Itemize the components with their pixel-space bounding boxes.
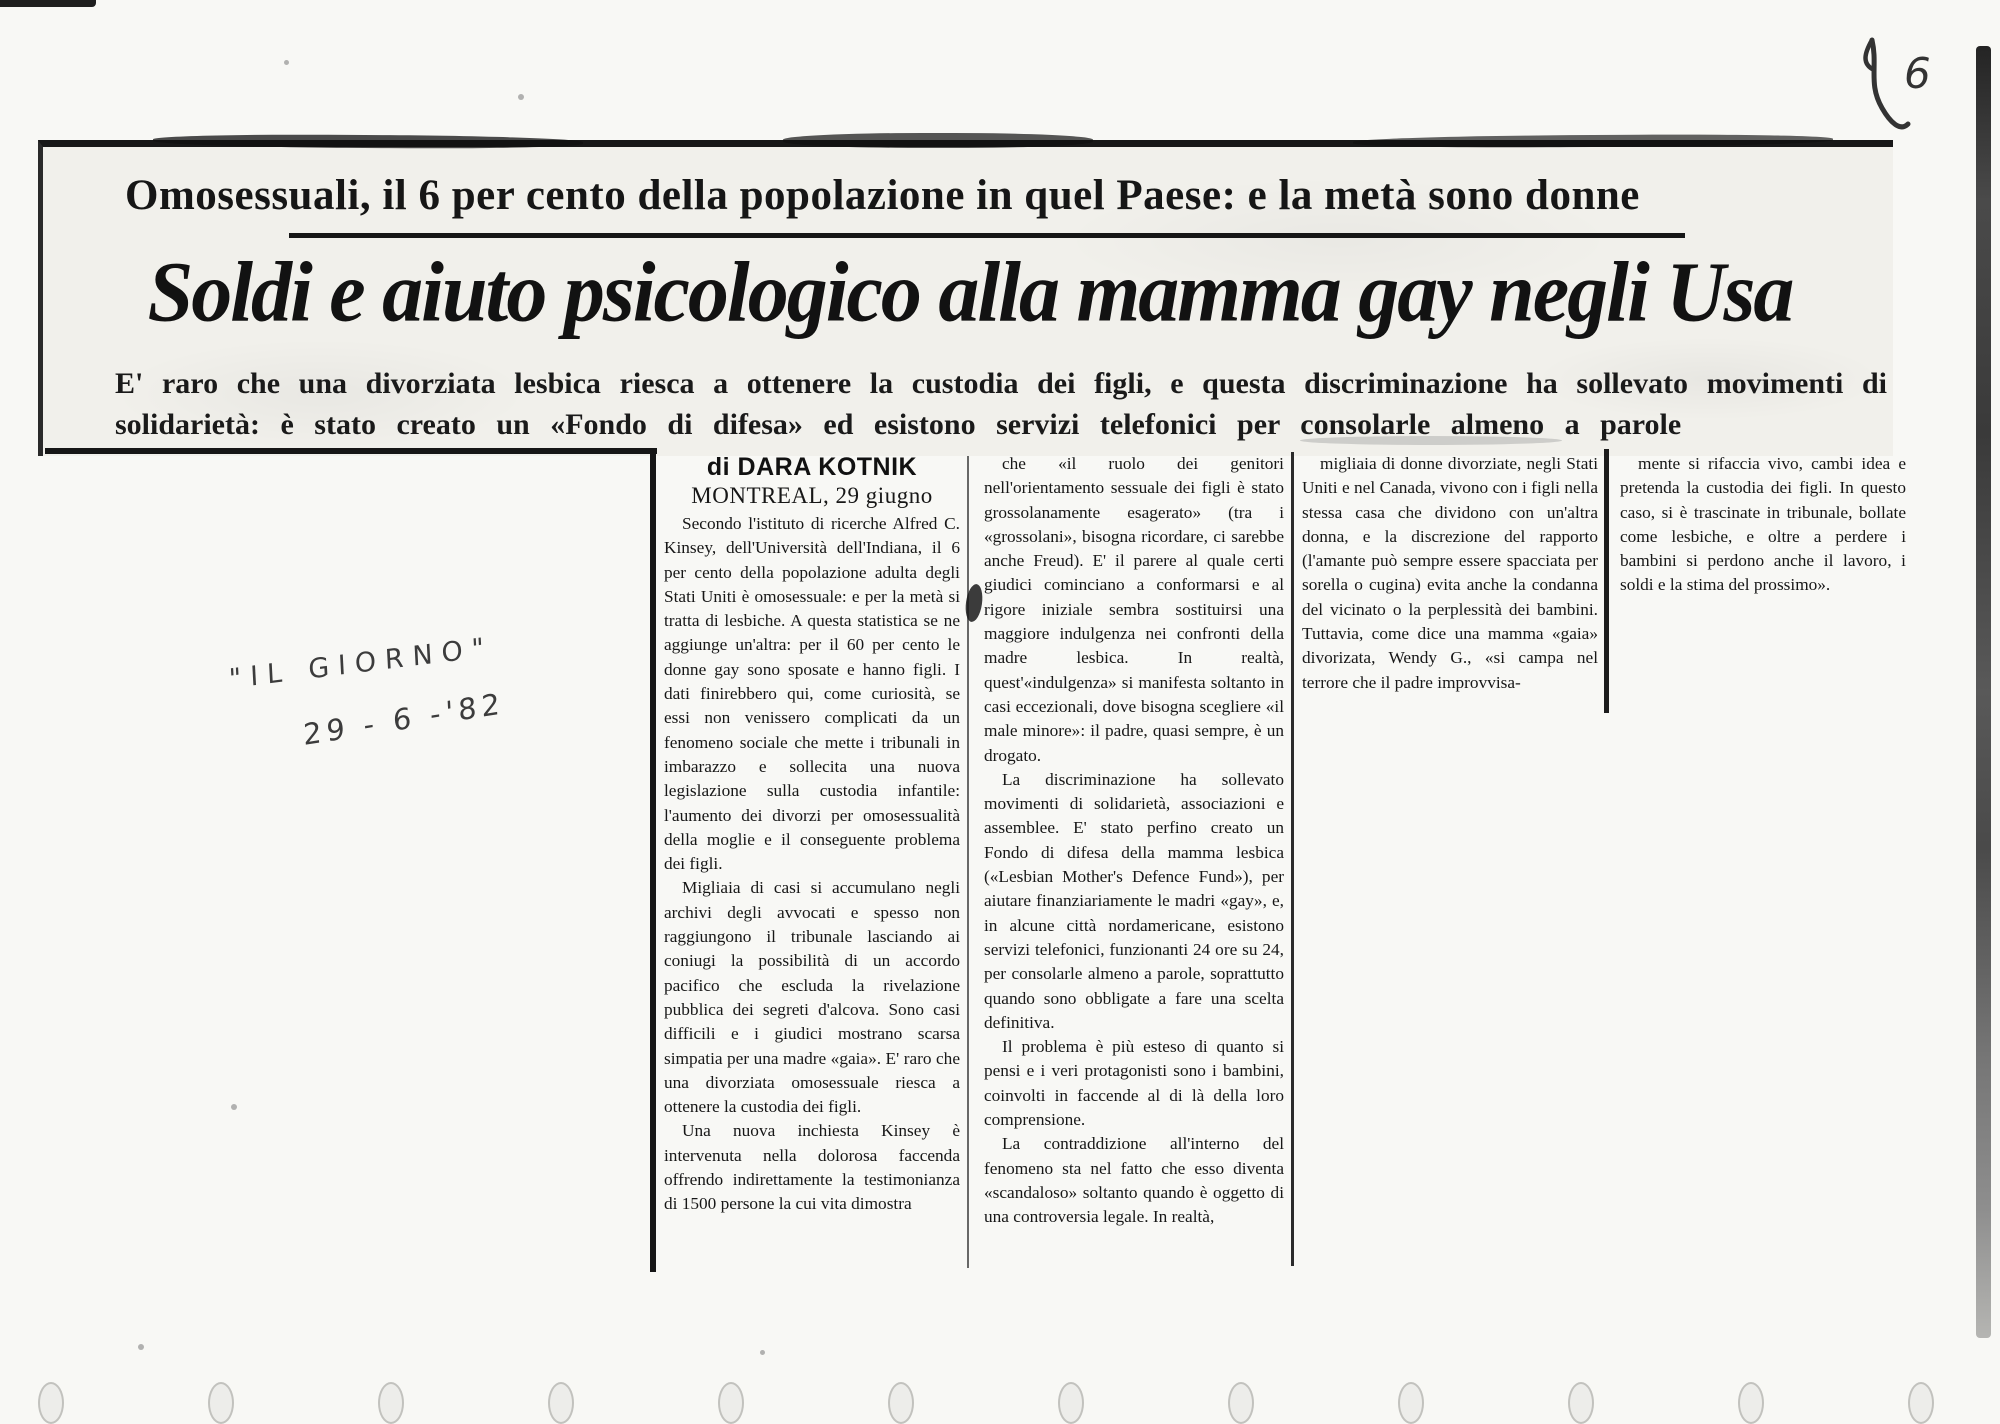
article-column-1 <box>664 452 960 1274</box>
article-column-3 <box>1302 452 1598 762</box>
binder-hole <box>1228 1382 1254 1424</box>
main-headline: Soldi e aiuto psicologico alla mamma gay negli Usa <box>147 243 1793 340</box>
handwritten-source-note: "IL GIORNO" <box>228 631 494 696</box>
kicker-underline <box>289 233 1685 238</box>
paragraph: Una nuova inchiesta Kinsey è intervenuta nella dolorosa faccenda offrendo indirettamente la testimonianza di 1500 persone la cui vita dimostra <box>664 1121 960 1214</box>
dateline: MONTREAL, 29 giugno <box>691 483 933 508</box>
scan-speck <box>138 1344 144 1350</box>
paragraph: che «il ruolo dei genitori nell'orientamento sessuale dei figli è stato grossolanamente esagerato» (tra i «grossolani», bisogna ricordare, ci sarebbe anche Freud). E' il parere al quale certi giudici cominciano a conformarsi e al rigore iniziale sembra sostituirsi una maggiore indulgenza nei confronti della madre lesbica. In realtà, quest'«indulgenza» si manifesta soltanto in casi eccezionali, dove bisogna scegliere «il male minore»: il padre, quasi sempre, è un drogato. <box>984 454 1284 765</box>
scan-speck <box>760 1350 765 1355</box>
binder-holes-row <box>38 1382 1934 1424</box>
torn-edge-smudge <box>1353 133 1833 148</box>
handwritten-date-note: 29 - 6 -'82 <box>302 685 506 753</box>
binder-hole <box>1398 1382 1424 1424</box>
paragraph: Migliaia di casi si accumulano negli archivi degli avvocati e spesso non raggiungono il tribunale lasciando ai coniugi la possibilità di un accordo pacifico che escluda la rivelazione pubblica dei segreti d'alcova. Sono casi difficili e i giudici mostrano scarsa simpatia per una madre «gaia». E' raro che una divorziata omosessuale riesca a ottenere la custodia dei figli. <box>664 878 960 1117</box>
binder-hole <box>1908 1382 1934 1424</box>
binder-hole <box>378 1382 404 1424</box>
paragraph: Il problema è più esteso di quanto si pensi e i veri protagonisti sono i bambini, coinvolti in faccende al di là della loro comprensione. <box>984 1037 1284 1130</box>
corner-mark-number: 6 <box>1904 49 1931 98</box>
binder-hole <box>208 1382 234 1424</box>
binder-hole <box>718 1382 744 1424</box>
torn-edge-smudge <box>783 133 1093 148</box>
scan-speck <box>518 94 524 100</box>
binder-hole <box>548 1382 574 1424</box>
article-column-4 <box>1620 452 1906 667</box>
paragraph: mente si rifaccia vivo, cambi idea e pretenda la custodia dei figli. In questo caso, si è trascinate in tribunale, bollate come lesbiche, e oltre a perdere i bambini si perdono anche il lavoro, i soldi e la stima del prossimo». <box>1620 454 1906 595</box>
paragraph: La contraddizione all'interno del fenomeno sta nel fatto che esso diventa «scandaloso» soltanto quando è oggetto di una controversia legale. In realtà, <box>984 1134 1284 1227</box>
binder-hole <box>38 1382 64 1424</box>
paragraph: migliaia di donne divorziate, negli Stati Uniti e nel Canada, vivono con i figli nella stessa casa che dividono con un'altra donna, e la discrezione del rapporto (l'amante può sempre essere spacciata per sorella o cugina) evita anche la condanna del vicinato o la perplessità dei bambini. Tuttavia, come dice una mamma «gaia» divorizata, Wendy G., «si campa nel terrore che il padre improvvisa- <box>1302 454 1598 692</box>
torn-edge-smudge <box>153 133 583 149</box>
scan-speck <box>231 1104 237 1110</box>
binder-hole <box>1568 1382 1594 1424</box>
column-rule <box>1604 449 1609 713</box>
paragraph: La discriminazione ha sollevato movimenti di solidarietà, associazioni e assemblee. E' stato perfino creato un Fondo di difesa della mamma lesbica («Lesbian Mother's Defence Fund»), per aiutare finanziariamente le madri «gay», e, in alcune città nordamericane, esistono servizi telefonici, funzionanti 24 ore su 24, per consolarle almeno a parole, soprattutto quando sono obbligate a fare una scelta definitiva. <box>984 769 1284 1032</box>
deck-line: solidarietà: è stato creato un «Fondo di difesa» ed esistono servizi telefonici per consolarle almeno a parole <box>115 408 1682 441</box>
scan-edge-streak <box>0 0 96 7</box>
column-rule <box>1291 452 1294 1266</box>
column-rule <box>967 456 969 1268</box>
paragraph: Secondo l'istituto di ricerche Alfred C. Kinsey, dell'Università dell'Indiana, il 6 per cento della popolazione adulta degli Stati Uniti è omosessuale: e per la metà si tratta di lesbiche. A questa statistica se ne aggiunge un'altra: per il 60 per cento le donne gay sono sposate e hanno figli. I dati finirebbero qui, come curiosità, se essi non venissero complicati da un fenomeno sociale che mette i tribunali in imbarazzo e sollecita una nuova legislazione sulla custodia infantile: l'aumento dei divorzi per omosessualità della moglie e il conseguente problema dei figli. <box>664 514 960 874</box>
column-left-border <box>650 452 656 1272</box>
article-column-2 <box>984 452 1284 1270</box>
deck <box>115 367 1887 442</box>
binder-hole <box>888 1382 914 1424</box>
scan-right-edge-band <box>1976 46 1991 1338</box>
torn-edge-smudge <box>1300 436 1562 445</box>
binder-hole <box>1058 1382 1084 1424</box>
headline-clipping <box>38 140 1893 456</box>
deck-line: E' raro che una divorziata lesbica riesca a ottenere la custodia dei figli, e questa discriminazione ha sollevato movimenti di <box>115 367 1887 400</box>
kicker-headline: Omosessuali, il 6 per cento della popolazione in quel Paese: e la metà sono donne <box>125 172 1640 219</box>
binder-hole <box>1738 1382 1764 1424</box>
byline: di DARA KOTNIK <box>706 453 918 481</box>
scan-speck <box>284 60 289 65</box>
clipping-bottom-rule <box>45 448 657 454</box>
